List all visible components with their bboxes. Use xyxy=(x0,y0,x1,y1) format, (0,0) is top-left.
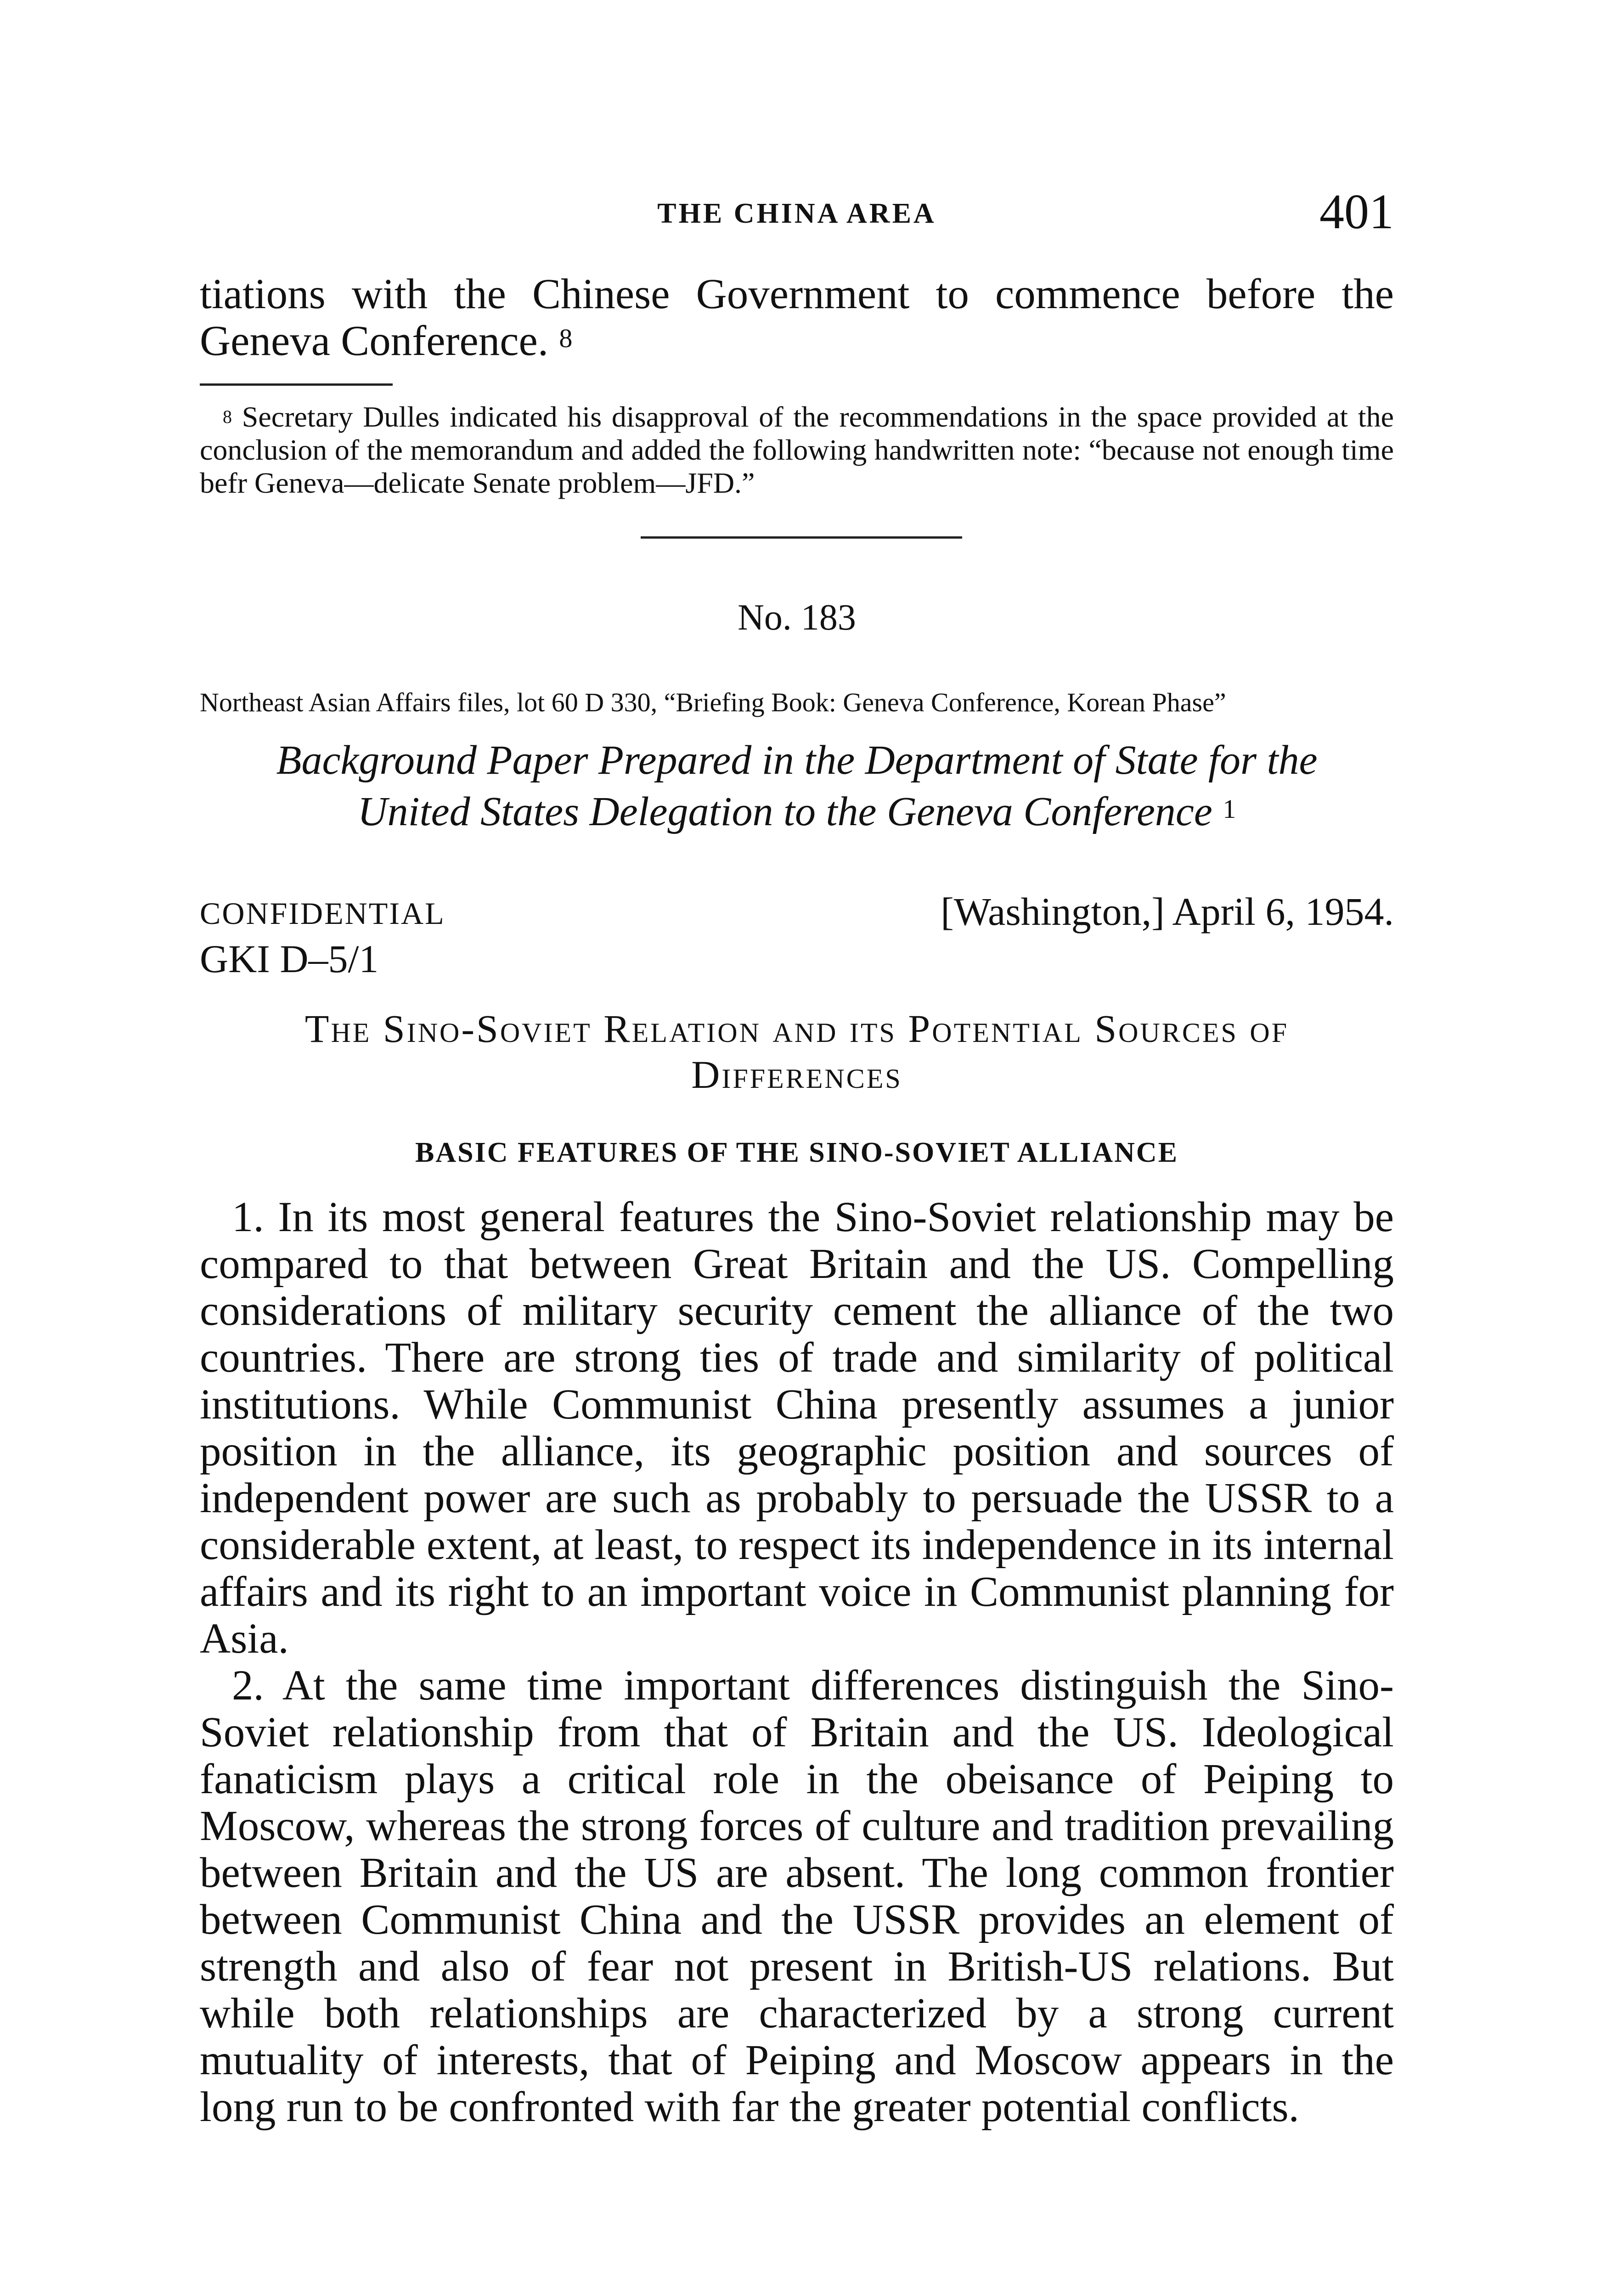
footnote-rule-top xyxy=(200,383,393,386)
paragraph-2: 2. At the same time important differences distinguish the Sino-Soviet relationship from that of Britain and the US. Ideological fanaticism plays a critical role in the obeisance of Peiping to Moscow, whereas the strong forces of culture and tradition prevailing between Britain and the US are absent. The long common frontier between Communist China and the USSR provides an element of strength and also of fear not present in British-US relations. But while both relationships are characterized by a strong current mutuality of interests, that of Peiping and Moscow appears in the long run to be confronted with far the greater potential conflicts. xyxy=(200,1662,1394,2131)
document-title xyxy=(200,735,1394,838)
document-title-line-2 xyxy=(200,786,1394,838)
section-title-line-1: The Sino-Soviet Relation and its Potential Sources of xyxy=(304,1007,1289,1051)
footnote-ref-1: 1 xyxy=(1223,794,1236,824)
document-title-line-1: Background Paper Prepared in the Department of State for the xyxy=(276,737,1318,783)
continued-line-2-text: Geneva Conference. xyxy=(200,317,549,365)
section-title-line-2: Differences xyxy=(691,1052,902,1097)
continued-text xyxy=(200,271,1394,365)
footnote-8 xyxy=(200,400,1394,500)
document-separator-rule xyxy=(641,536,962,539)
source-citation: Northeast Asian Affairs files, lot 60 D 330, “Briefing Book: Geneva Conference, Korean Phase” xyxy=(200,687,1226,717)
document-title-line-2-text: United States Delegation to the Geneva Conference xyxy=(357,789,1212,834)
continued-line-1: tiations with the Chinese Government to commence before the xyxy=(200,270,1394,318)
page-column xyxy=(200,0,1394,2296)
subsection-title: BASIC FEATURES OF THE SINO-SOVIET ALLIANCE xyxy=(415,1137,1179,1168)
paragraph-1: 1. In its most general features the Sino-Soviet relationship may be compared to that between Great Britain and the US. Compelling considerations of military security cement the alliance of the two countries. There are strong ties of trade and similarity of political institutions. While Communist China presently assumes a junior position in the alliance, its geographic position and sources of independent power are such as probably to persuade the USSR to a considerable extent, at least, to respect its independence in its internal affairs and its right to an important voice in Communist planning for Asia. xyxy=(200,1193,1394,1662)
footnote-ref-8: 8 xyxy=(559,323,573,353)
dateline: [Washington,] April 6, 1954. xyxy=(941,889,1394,934)
document-number: No. 183 xyxy=(738,597,856,638)
section-title xyxy=(200,1006,1394,1097)
classification-label: CONFIDENTIAL xyxy=(200,896,445,931)
footnote-8-marker: 8 xyxy=(223,406,232,427)
page-number: 401 xyxy=(1319,185,1394,239)
footnote-8-text: Secretary Dulles indicated his disapproval of the recommendations in the space provided at the conclusion of the memorandum and added the following handwritten note: “because not enough time befr Geneva—delicate Senate problem—JFD.” xyxy=(200,400,1394,499)
continued-line-2 xyxy=(200,318,1394,365)
body-paragraphs xyxy=(200,1194,1394,2131)
running-header: THE CHINA AREA xyxy=(657,198,936,229)
document-code: GKI D–5/1 xyxy=(200,937,379,981)
